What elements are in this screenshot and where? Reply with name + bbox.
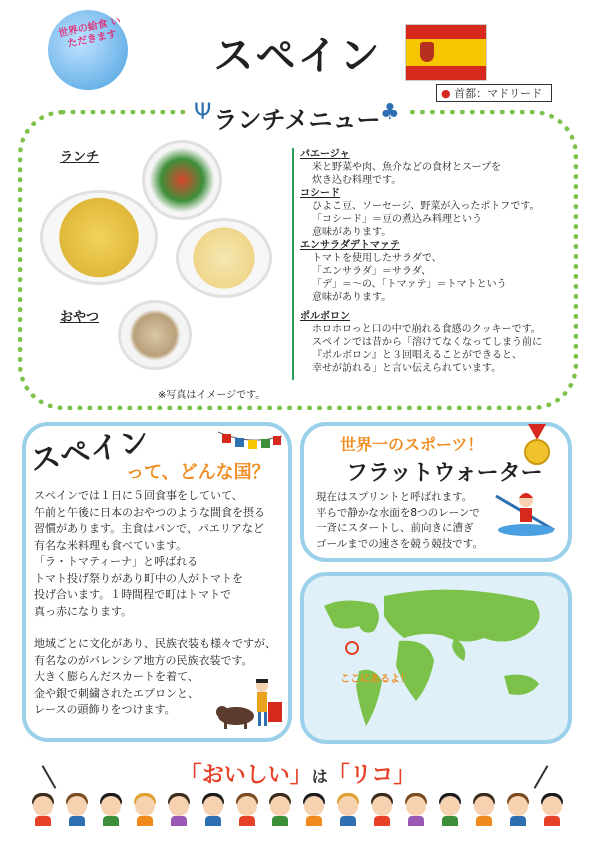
tomato-salad-photo (142, 140, 222, 220)
menu-item-line: 「デ」＝～の、「トマァテ」＝トマトという (312, 279, 507, 290)
map-pin-icon: ● (441, 87, 451, 100)
menu-item (300, 148, 572, 187)
child-icon (369, 790, 395, 826)
menu-item-name: コシード (300, 188, 340, 199)
menu-item (300, 187, 572, 239)
spain-flag (405, 24, 487, 81)
snack-label: おやつ (60, 310, 100, 325)
spoon-icon: ♣ (380, 100, 400, 125)
cocido-photo (176, 218, 272, 298)
about-spain-subtitle: って、どんな国？ (126, 462, 270, 483)
child-icon (301, 790, 327, 826)
matador-and-bull-illustration (214, 676, 284, 730)
world-map-panel (300, 572, 572, 744)
child-icon (64, 790, 90, 826)
text-line: 「ラ・トマティーナ」と呼ばれる (34, 555, 199, 568)
menu-item-line: スペインでは昔から「溶けてなくなってしまう前に (312, 337, 542, 348)
menu-item-line: ひよこ豆、ソーセージ、野菜が入ったポトフです。 (312, 201, 540, 212)
lunch-menu-title: ランチメニュー (213, 106, 381, 134)
text-line: 真っ赤になります。 (34, 604, 133, 618)
child-icon (98, 790, 124, 826)
text-line: 現在はスプリントと呼ばれます。 (316, 491, 473, 503)
text-line: 平らで静かな水面を8つのレーンで (316, 506, 480, 519)
menu-item-line: 『ポルボロン』と３回唱えることができると、 (312, 350, 522, 361)
coat-of-arms-icon (420, 42, 434, 62)
child-icon (200, 790, 226, 826)
polvoron-photo (118, 300, 192, 370)
map-marker-label: ここにあるよ！ (340, 674, 410, 685)
slogan-joiner: は (311, 767, 328, 786)
menu-item-name: パエージャ (300, 149, 350, 160)
world-map (304, 576, 568, 740)
text-line: スペインでは１日に５回食事をしていて、 (34, 489, 243, 502)
menu-item-name: ポルボロン (300, 311, 350, 322)
text-line: ゴールまでの速さを競う競技です。 (316, 537, 483, 550)
menu-item-line: 炊き込む料理です。 (312, 175, 402, 186)
spain-location-marker (346, 642, 358, 654)
flag-bunting-icon (218, 428, 282, 456)
text-line: 有名な米料理も食べています。 (34, 538, 188, 552)
text-line: レースの頭飾りをつけます。 (34, 703, 176, 716)
menu-descriptions (300, 148, 572, 375)
greeting-slogan (0, 758, 595, 789)
child-icon (166, 790, 192, 826)
capital-text: 首都：マドリード (454, 87, 543, 100)
child-icon (437, 790, 463, 826)
lunch-label: ランチ (60, 150, 100, 165)
slogan-japanese: 「おいしい」 (179, 763, 312, 788)
text-line: 午前と午後に日本のおやつのような間食を摂る (34, 505, 265, 519)
menu-divider (292, 148, 294, 380)
child-icon (234, 790, 260, 826)
menu-item-line: 「エンサラダ」＝サラダ、 (312, 266, 432, 277)
child-icon (132, 790, 158, 826)
menu-item (300, 239, 572, 304)
text-line: 投げ合います。１時間程で町はトマトで (34, 588, 232, 601)
slogan-spanish: 「リコ」 (327, 763, 416, 788)
paella-photo (40, 190, 158, 285)
menu-item-line: 米と野菜や肉、魚介などの食材とスープを (312, 162, 501, 173)
text-line: 地域ごとに文化があり、民族衣装も様々ですが、 (34, 637, 276, 650)
menu-item-name: エンサラダデトマァテ (300, 240, 400, 251)
logo-text: 世界の給食 いただきます (57, 15, 122, 50)
sport-heading: 世界一のスポーツ！ (340, 435, 484, 454)
child-icon (471, 790, 497, 826)
text-line: 一斉にスタートし、前向きに漕ぎ (316, 522, 474, 534)
child-icon (403, 790, 429, 826)
text-line: 大きく膨らんだスカートを着て、 (34, 670, 199, 683)
about-spain-title: スペイン (27, 423, 153, 480)
child-icon (335, 790, 361, 826)
menu-item-line: ホロホロっと口の中で崩れる食感のクッキーです。 (312, 324, 541, 335)
text-line: 有名なのがバレンシア地方の民族衣装です。 (34, 653, 253, 667)
text-line: 金や銀で刺繍されたエプロンと、 (34, 686, 199, 700)
child-icon (539, 790, 565, 826)
text-line: トマト投げ祭りがあり町中の人がトマトを (34, 571, 243, 585)
child-icon (505, 790, 531, 826)
menu-item-line: 意味があります。 (312, 292, 392, 303)
fork-icon: Ψ (194, 100, 212, 125)
menu-item-line: トマトを使用したサラダで、 (312, 253, 442, 264)
menu-item-line: 幸せが訪れる」と言い伝えられています。 (312, 363, 502, 374)
page-title: スペイン (213, 33, 382, 79)
child-icon (267, 790, 293, 826)
children-illustration-row (30, 790, 565, 830)
child-icon (30, 790, 56, 826)
kayak-paddler-illustration (492, 486, 558, 542)
photo-note: ※写真はイメージです。 (158, 390, 266, 401)
menu-item-line: 「コシード」＝豆の煮込み料理という (312, 214, 482, 225)
sport-name: フラットウォーター (346, 461, 543, 486)
capital-label (436, 84, 552, 102)
menu-item-line: 意味があります。 (312, 227, 392, 238)
menu-item (300, 310, 572, 375)
text-line: 習慣があります。主食はパンで、パエリアなど (34, 522, 264, 535)
